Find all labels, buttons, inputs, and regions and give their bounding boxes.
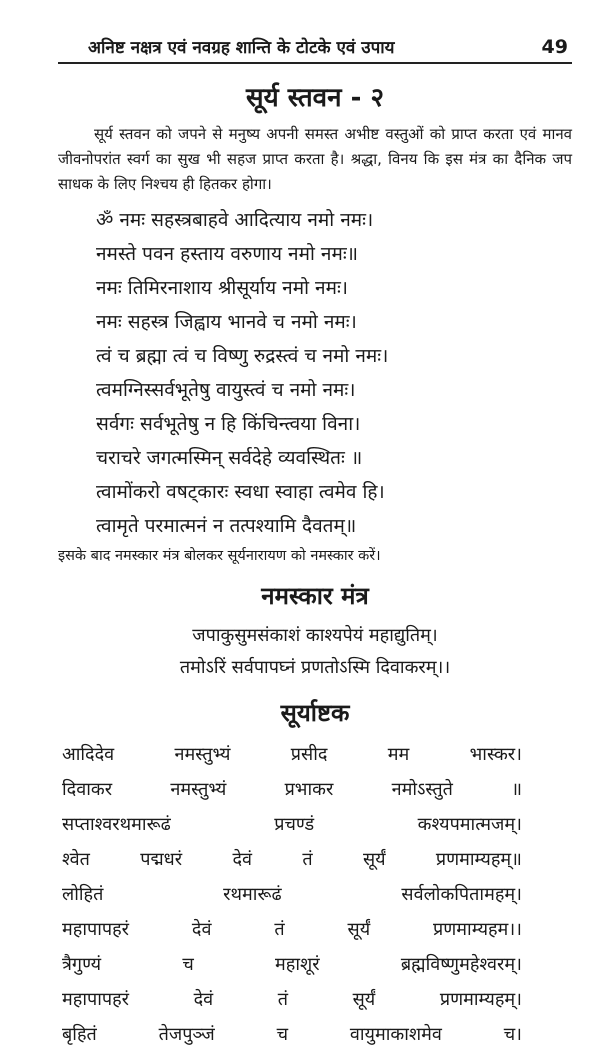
verse-line: त्वामृते परमात्मनं न तत्पश्यामि दैवतम्॥ xyxy=(96,515,357,537)
ashtak-word: सर्वलोकपितामहम्। xyxy=(401,884,522,905)
ashtak-word: तं xyxy=(277,989,289,1010)
ashtak-word: महाशूरं xyxy=(275,954,320,975)
ashtak-word: च xyxy=(276,1024,289,1045)
ashtak-word: प्रणमाम्यहम्। xyxy=(439,989,522,1010)
page-number: 49 xyxy=(541,36,568,58)
ashtak-line xyxy=(62,982,522,1017)
ashtak-word: महापापहरं xyxy=(62,919,130,940)
ashtak-word: सप्ताश्वरथमारूढं xyxy=(62,814,171,835)
ashtak-word: प्रचण्डं xyxy=(274,814,315,835)
ashtak-word: लोहितं xyxy=(62,884,104,905)
verse-line: नमस्ते पवन हस्ताय वरुणाय नमो नमः॥ xyxy=(96,243,359,265)
running-title: अनिष्ट नक्षत्र एवं नवग्रह शान्ति के टोटके एवं उपाय xyxy=(88,38,395,58)
running-header xyxy=(58,0,572,64)
ashtak-word: सूर्यं xyxy=(362,849,386,870)
ashtak-line xyxy=(62,842,522,877)
ashtak-word: देवं xyxy=(193,989,214,1010)
ashtak-word: रथमारूढं xyxy=(223,884,282,905)
ashtak-word: प्रसीद xyxy=(290,744,328,765)
ashtak-word: कश्यपमात्मजम्। xyxy=(417,814,522,835)
stavan-intro: सूर्य स्तवन को जपने से मनुष्य अपनी समस्त अभीष्ट वस्तुओं को प्राप्त करता एवं मानव जीवनोपरांत स्वर्ग का सुख भी सहज प्राप्त करता है। श्रद्धा, विनय कि इस मंत्र का दैनिक जप साधक के लिए निश्चय ही हितकर होगा। xyxy=(58,125,572,193)
ashtak-word: प्रणमाम्यहम।। xyxy=(433,919,522,940)
mantra-line: तमोऽरिं सर्वपापघ्नं प्रणतोऽस्मि दिवाकरम्।। xyxy=(179,657,451,678)
ashtak-word: च xyxy=(182,954,194,975)
ashtak-word: बृहितं xyxy=(62,1024,97,1045)
ashtak-word: देवं xyxy=(191,919,212,940)
ashtak-line xyxy=(62,807,522,842)
ashtak-line xyxy=(62,877,522,912)
ashtak-word: नमोऽस्तुते xyxy=(391,779,453,800)
verse-line: नमः तिमिरनाशाय श्रीसूर्याय नमो नमः। xyxy=(96,277,348,299)
verse-line: सर्वगः सर्वभूतेषु न हि किंचिन्त्वया विना। xyxy=(96,413,361,435)
ashtak-word: पद्मधरं xyxy=(140,849,183,870)
ashtak-word: ब्रह्मविष्णुमहेश्वरम्। xyxy=(400,954,522,975)
ashtak-word: तेजपुञ्जं xyxy=(158,1024,215,1045)
ashtak-word: नमस्तुभ्यं xyxy=(170,779,227,800)
mantra-line: जपाकुसुमसंकाशं काश्यपेयं महाद्युतिम्। xyxy=(192,625,438,646)
ashtak-word: सूर्यं xyxy=(352,989,376,1010)
ashtak-line xyxy=(62,737,522,772)
ashtak-word: मम xyxy=(387,744,410,765)
ashtak-heading: सूर्याष्टक xyxy=(280,699,350,727)
ashtak-word: देवं xyxy=(232,849,253,870)
ashtak-word: भास्कर। xyxy=(469,744,522,765)
stavan-heading: सूर्य स्तवन - २ xyxy=(246,83,384,113)
ashtak-word: प्रणमाम्यहम्॥ xyxy=(435,849,522,870)
ashtak-line xyxy=(62,947,522,982)
namaskar-heading: नमस्कार मंत्र xyxy=(261,582,369,610)
ashtak-word: श्वेत xyxy=(62,849,90,870)
verse-line: ॐ नमः सहस्त्रबाहवे आदित्याय नमो नमः। xyxy=(96,209,374,231)
ashtak-word: सूर्यं xyxy=(347,919,371,940)
verse-line: त्वामोंकरो वषट्कारः स्वधा स्वाहा त्वमेव हि। xyxy=(96,481,385,503)
ashtak-word: आदिदेव xyxy=(62,744,115,765)
ashtak-word: वायुमाकाशमेव xyxy=(349,1024,442,1045)
ashtak-word: महापापहरं xyxy=(62,989,130,1010)
ashtak-word: त्रैगुण्यं xyxy=(62,954,102,975)
ashtak-word: तं xyxy=(274,919,285,940)
stavan-note: इसके बाद नमस्कार मंत्र बोलकर सूर्यनारायण को नमस्कार करें। xyxy=(58,548,381,564)
ashtak-word: च। xyxy=(503,1024,522,1045)
verse-line: नमः सहस्त्र जिह्वाय भानवे च नमो नमः। xyxy=(96,311,357,333)
ashtak-line xyxy=(62,912,522,947)
ashtak-line xyxy=(62,772,522,807)
verse-line: त्वं च ब्रह्मा त्वं च विष्णु रुद्रस्त्वं च नमो नमः। xyxy=(96,345,389,367)
ashtak-word: प्रभाकर xyxy=(284,779,334,800)
verse-line: त्वमग्निस्सर्वभूतेषु वायुस्त्वं च नमो नमः। xyxy=(96,379,356,401)
ashtak-word: ॥ xyxy=(511,779,522,800)
ashtak-word: नमस्तुभ्यं xyxy=(174,744,231,765)
ashtak-word: दिवाकर xyxy=(62,779,113,800)
ashtak-line xyxy=(62,1017,522,1052)
stavan-verses xyxy=(96,203,572,543)
ashtak-verses xyxy=(62,737,572,1052)
verse-line: चराचरे जगत्मस्मिन् सर्वदेहे व्यवस्थितः ॥ xyxy=(96,447,363,469)
namaskar-mantra xyxy=(58,620,572,684)
ashtak-word: तं xyxy=(302,849,313,870)
